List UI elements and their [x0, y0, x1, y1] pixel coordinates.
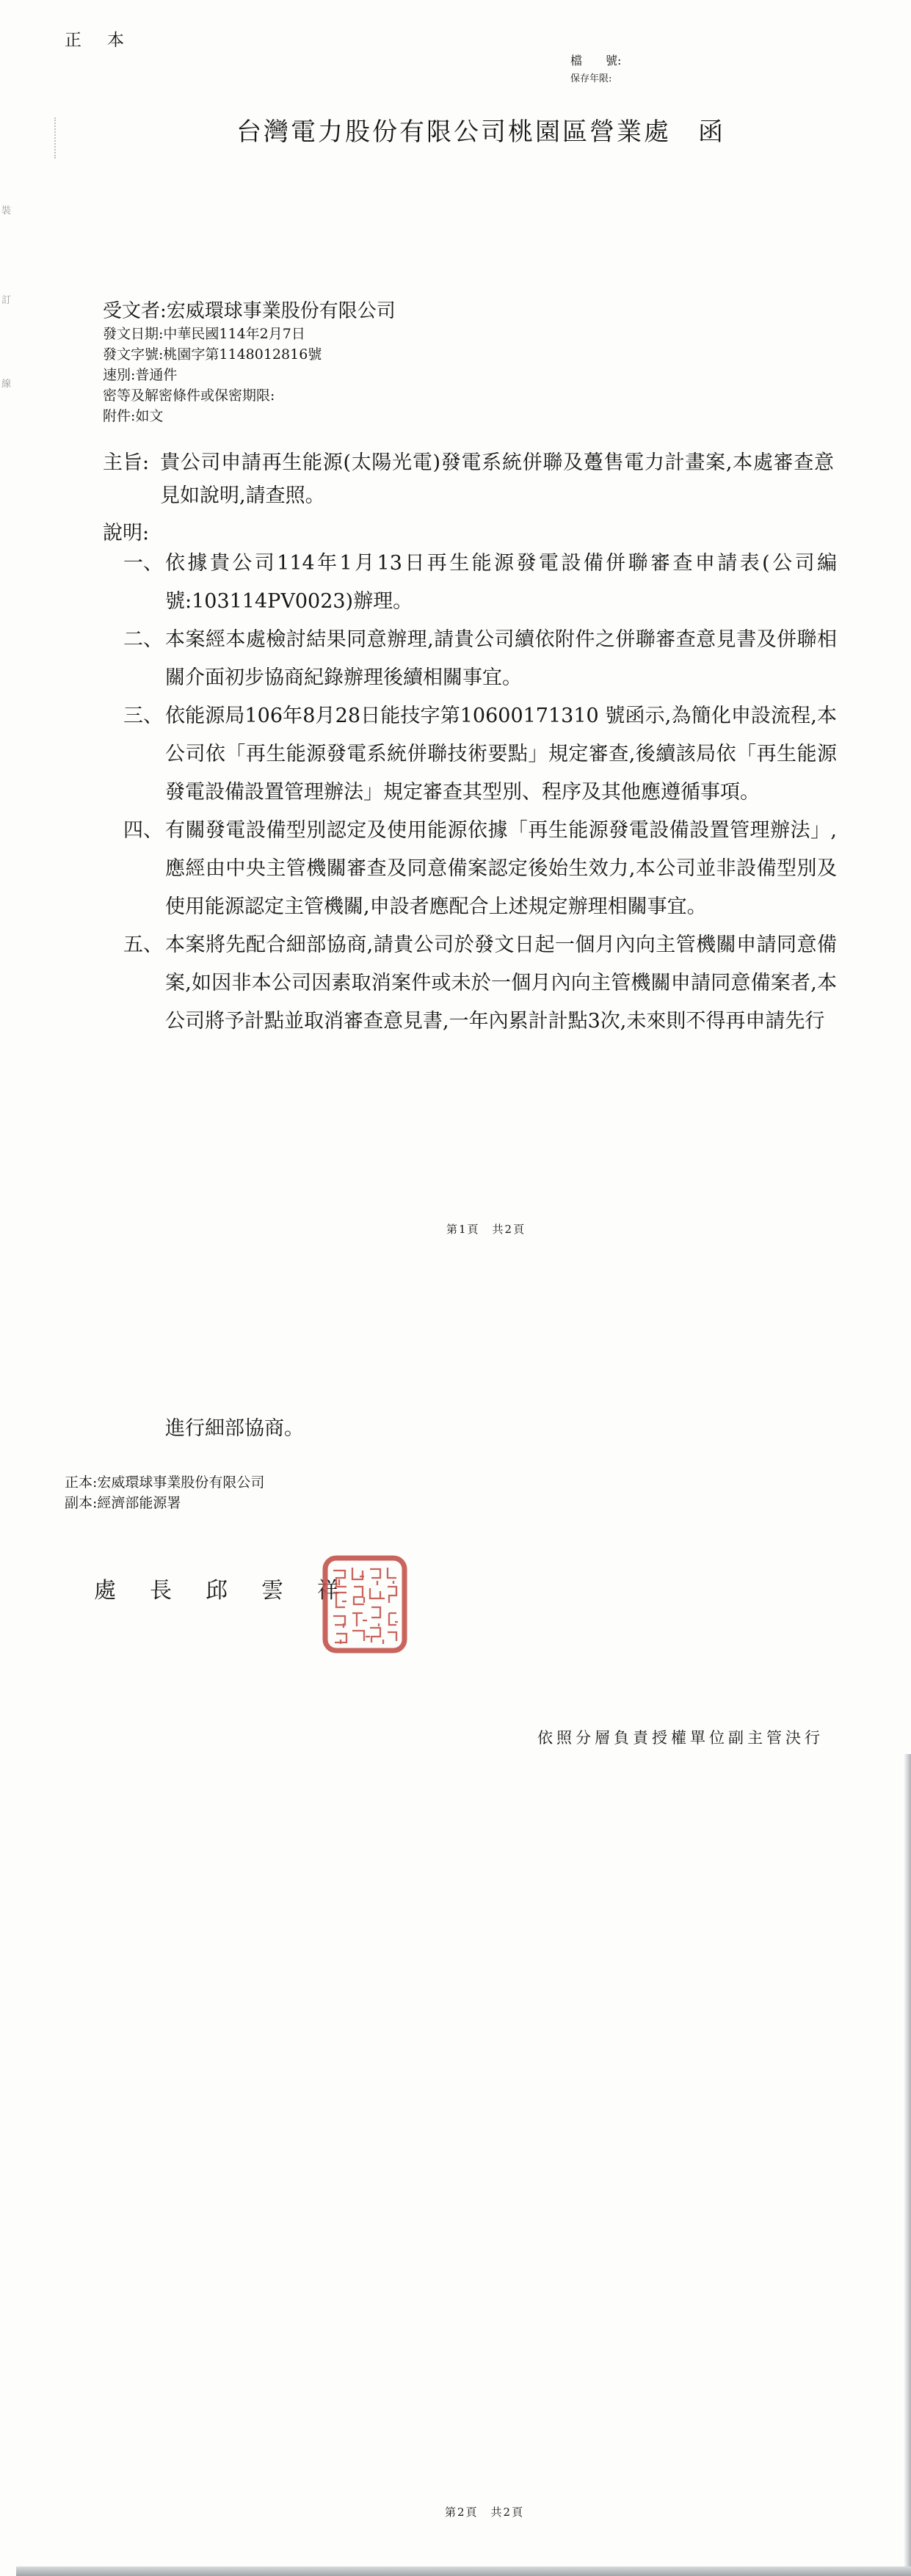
item-text: 本案經本處檢討結果同意辦理,請貴公司續依附件之併聯審查意見書及併聯相關介面初步協商紀錄辦理後續相關事宜。: [165, 628, 837, 689]
signature-line: 處 長 邱 雲 祥: [94, 1578, 345, 1604]
speed-class-line: 速別:普通件: [103, 367, 178, 383]
list-item: [123, 812, 839, 926]
page2-footer: 第2頁 共2頁: [445, 2506, 525, 2519]
decision-authority-note: 依照分層負責授權單位副主管決行: [537, 1729, 824, 1747]
meta-block: [103, 324, 322, 426]
issue-number-line: 發文字號:桃園字第1148012816號: [103, 346, 322, 363]
distribution-block: [65, 1472, 264, 1513]
subject-text: 貴公司申請再生能源(太陽光電)發電系統併聯及躉售電力計畫案,本處審查意見如說明,請查照。: [160, 451, 834, 507]
item-marker: 四、: [123, 819, 163, 842]
item-text: 依據貴公司114年1月13日再生能源發電設備併聯審查申請表(公司編號:103114PV0023)辦理。: [165, 552, 837, 613]
item-text: 依能源局106年8月28日能技字第10600171310 號函示,為簡化申設流程,本公司依「再生能源發電系統併聯技術要點」規定審查,後續該局依「再生能源發電設備設置管理辦法」規定審查其型別、程序及其他應遵循事項。: [165, 705, 837, 804]
copy-type-label: 正 本: [65, 31, 128, 50]
list-item: [123, 621, 839, 697]
issue-date-line: 發文日期:中華民國114年2月7日: [103, 326, 305, 342]
item-marker: 二、: [123, 628, 163, 651]
binding-mark: 裝: [1, 205, 12, 217]
cc-line: 副本:經濟部能源署: [65, 1495, 181, 1511]
scan-dotted-artifact: [54, 117, 56, 159]
file-number-label: 檔 號:: [570, 54, 622, 68]
page1-footer: 第1頁 共2頁: [446, 1223, 526, 1236]
scan-edge-bottom: [16, 2566, 911, 2576]
official-seal: [322, 1554, 408, 1657]
document-title: 台灣電力股份有限公司桃園區營業處 函: [236, 117, 725, 147]
item-marker: 一、: [123, 552, 163, 575]
attachment-line: 附件:如文: [103, 408, 164, 424]
list-item: [123, 926, 839, 1041]
seal-image: [322, 1554, 408, 1654]
item-text: 本案將先配合細部協商,請貴公司於發文日起一個月內向主管機關申請同意備案,如因非本公司因素取消案件或未於一個月內向主管機關申請同意備案者,本公司將予計點並取消審查意見書,一年內累計計點3次,未來則不得再申請先行: [165, 934, 837, 1033]
list-item: [123, 697, 839, 812]
list-item: [123, 545, 839, 621]
binding-mark: 線: [1, 379, 12, 390]
item-text: 有關發電設備型別認定及使用能源依據「再生能源發電設備設置管理辦法」,應經由中央主管機關審查及同意備案認定後始生效力,本公司並非設備型別及使用能源認定主管機關,申設者應配合上述規定辦理相關事宜。: [165, 819, 837, 918]
recipient-line: 受文者:宏威環球事業股份有限公司: [103, 300, 396, 322]
item-marker: 三、: [123, 705, 163, 727]
original-copy-line: 正本:宏威環球事業股份有限公司: [65, 1474, 265, 1491]
binding-mark: 訂: [1, 295, 12, 306]
subject-label: 主旨:: [103, 451, 150, 474]
explanation-label: 說明:: [103, 522, 150, 545]
scan-edge-right: [904, 1754, 911, 2576]
explanation-list: [123, 545, 839, 1041]
retention-period-label: 保存年限:: [570, 73, 612, 84]
continuation-line: 進行細部協商。: [165, 1417, 304, 1440]
security-class-line: 密等及解密條件或保密期限:: [103, 388, 275, 404]
item-marker: 五、: [123, 934, 163, 956]
